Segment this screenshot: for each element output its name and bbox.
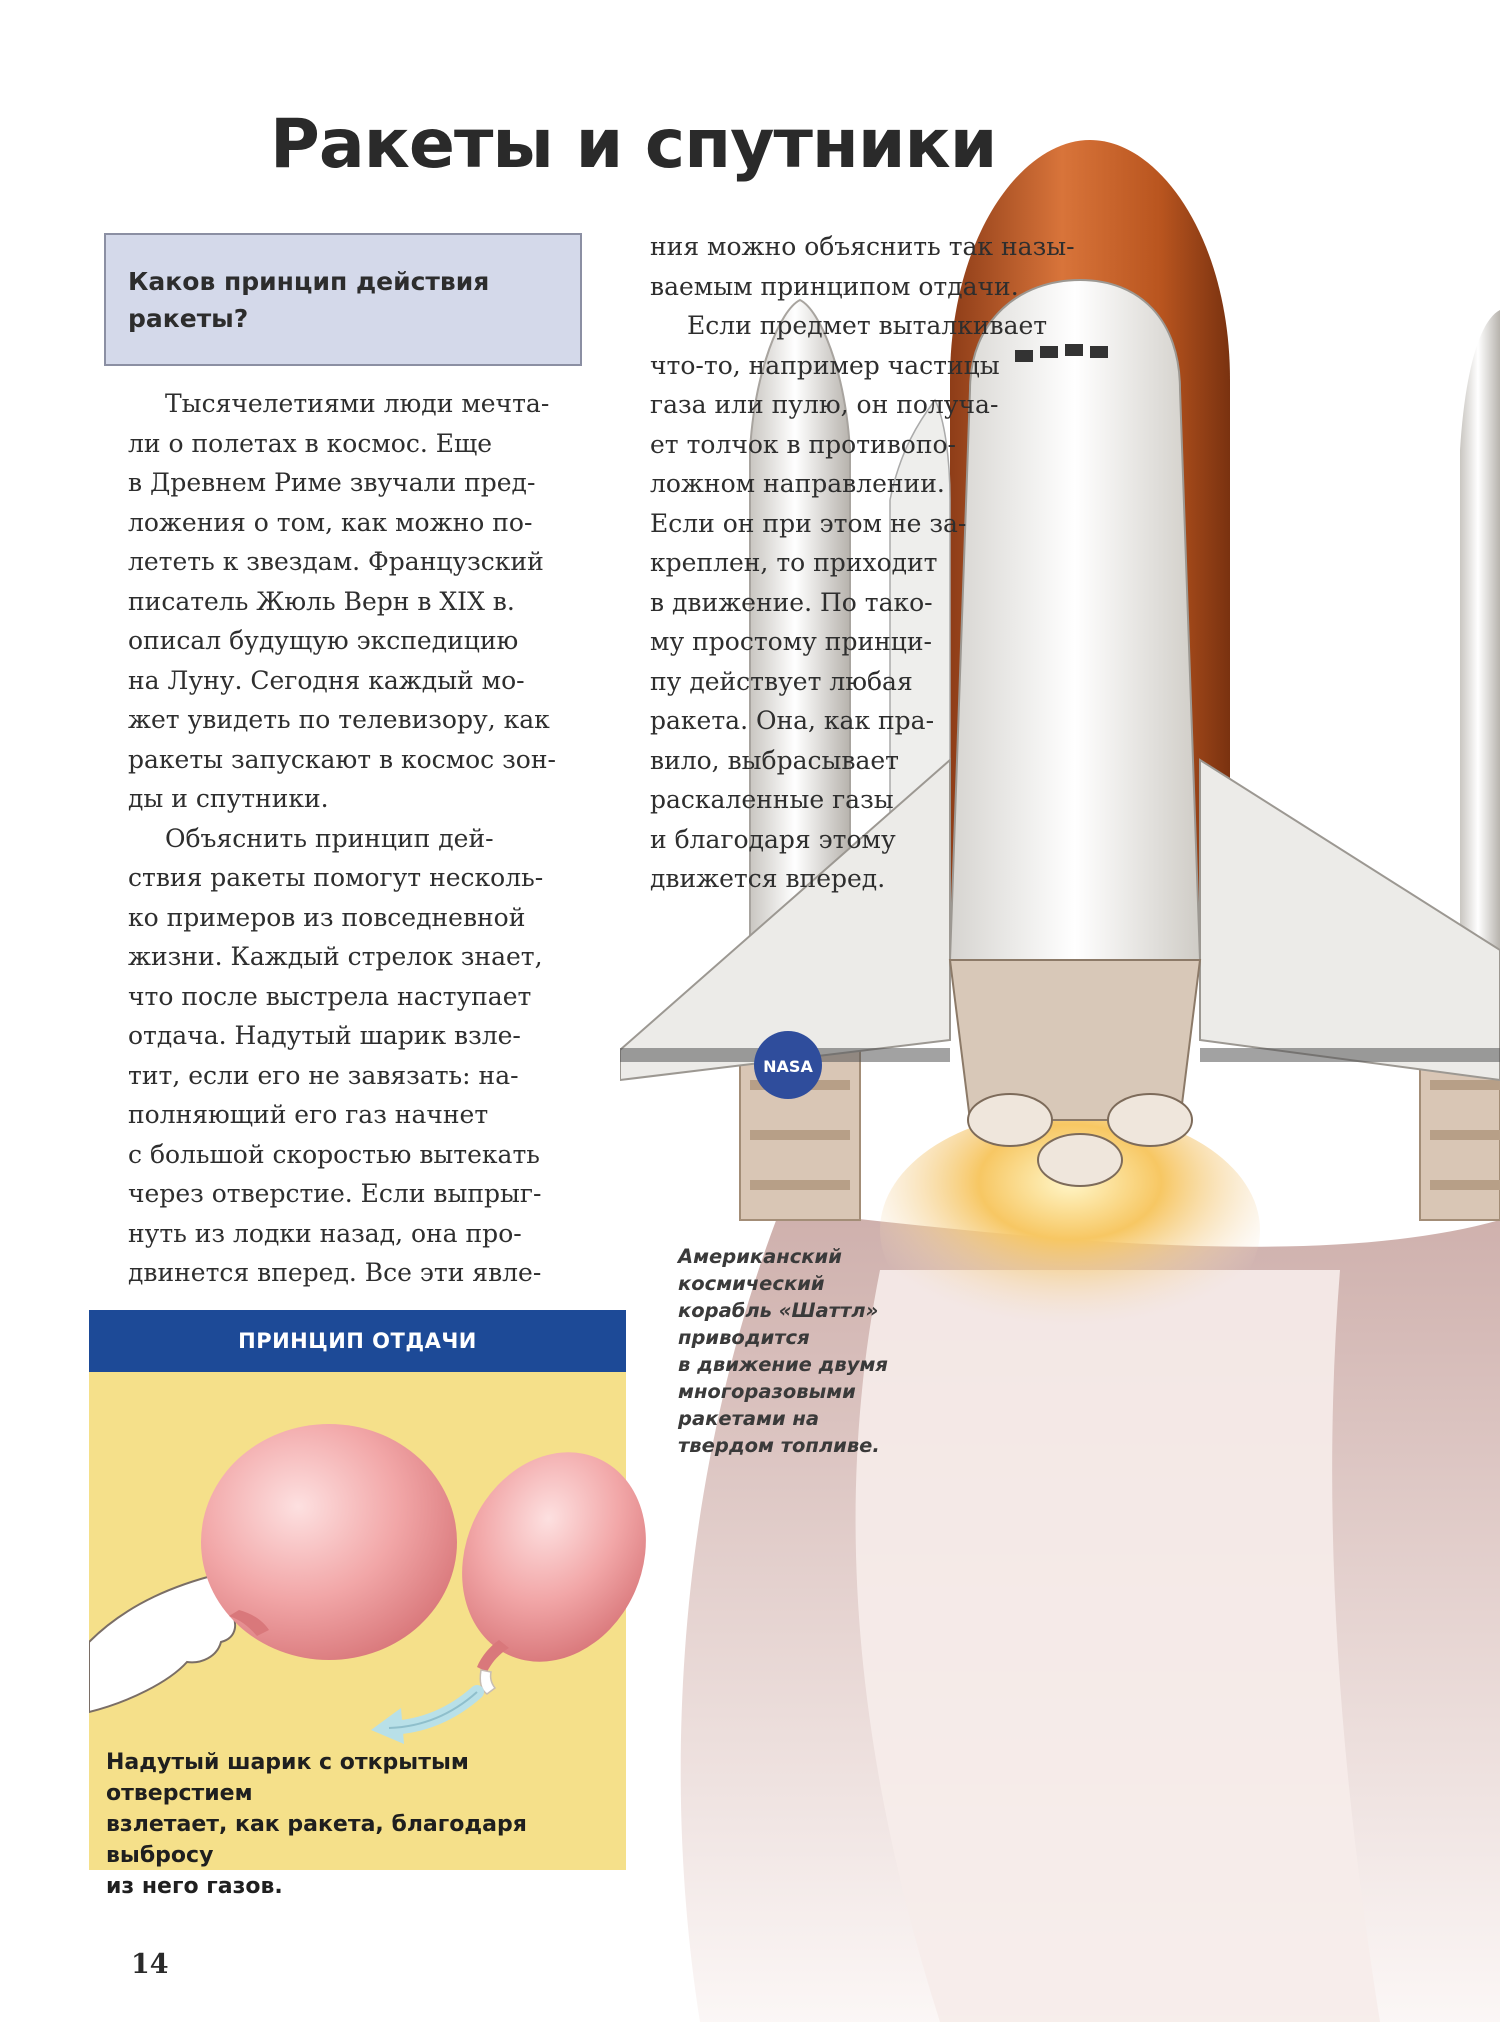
question-box-text <box>128 263 558 337</box>
paragraph: Объяснить принцип дей- ствия ракеты помогут несколь- ко примеров из повседневной жизни. Каждый стрелок знает, что после выстрела наступает отдача. Надутый шарик взле- тит, если его не завязать: на- полняющий его газ начнет с большой скоростью вытекать через отверстие. Если выпрыг- нуть из лодки назад, она про- двинется вперед. Все эти явле- <box>128 823 544 1287</box>
paragraph: Тысячелетиями люди мечта- ли о полетах в космос. Еще в Древнем Риме звучали пред- ложения о том, как можно по- лететь к звездам. Французский писатель Жюль Верн в XIX в. описал будущую экспедицию на Луну. Сегодня каждый мо- жет увидеть по телевизору, как ракеты запускают в космос зон- ды и спутники. <box>128 389 556 813</box>
recoil-box-header: ПРИНЦИП ОТДАЧИ <box>89 1310 626 1372</box>
recoil-principle-box <box>89 1310 626 1899</box>
question-box <box>104 233 582 366</box>
balloon-closed-icon <box>201 1424 457 1660</box>
question-line: ракеты? <box>128 304 249 333</box>
balloon-illustration <box>89 1372 749 1792</box>
right-text-column <box>650 227 1105 899</box>
question-line: Каков принцип действия <box>128 267 490 296</box>
recoil-box-caption: Надутый шарик с открытым отверстием взлетает, как ракета, благодаря выбросу из него газов. <box>106 1750 527 1899</box>
page-title: Ракеты и спутники <box>270 105 997 184</box>
shuttle-caption: Американский космический корабль «Шаттл» приводится в движение двумя многоразовыми ракетами на твердом топливе. <box>678 1245 888 1457</box>
left-text-column <box>128 384 583 1293</box>
page-number: 14 <box>131 1949 169 1980</box>
nasa-logo-label: NASA <box>763 1057 813 1076</box>
balloon-open-icon <box>429 1422 680 1694</box>
paragraph: Если предмет выталкивает что-то, например частицы газа или пулю, он получа- ет толчок в противопо- ложном направлении. Если он при этом не за- креплен, то приходит в движение. По тако- му простому принци- пу действует любая ракета. Она, как пра- вило, выбрасывает раскаленные газы и благодаря этому движется вперед. <box>650 311 1048 893</box>
arrow-icon <box>371 1692 477 1744</box>
paragraph: ния можно объяснить так назы- ваемым принципом отдачи. <box>650 232 1075 301</box>
